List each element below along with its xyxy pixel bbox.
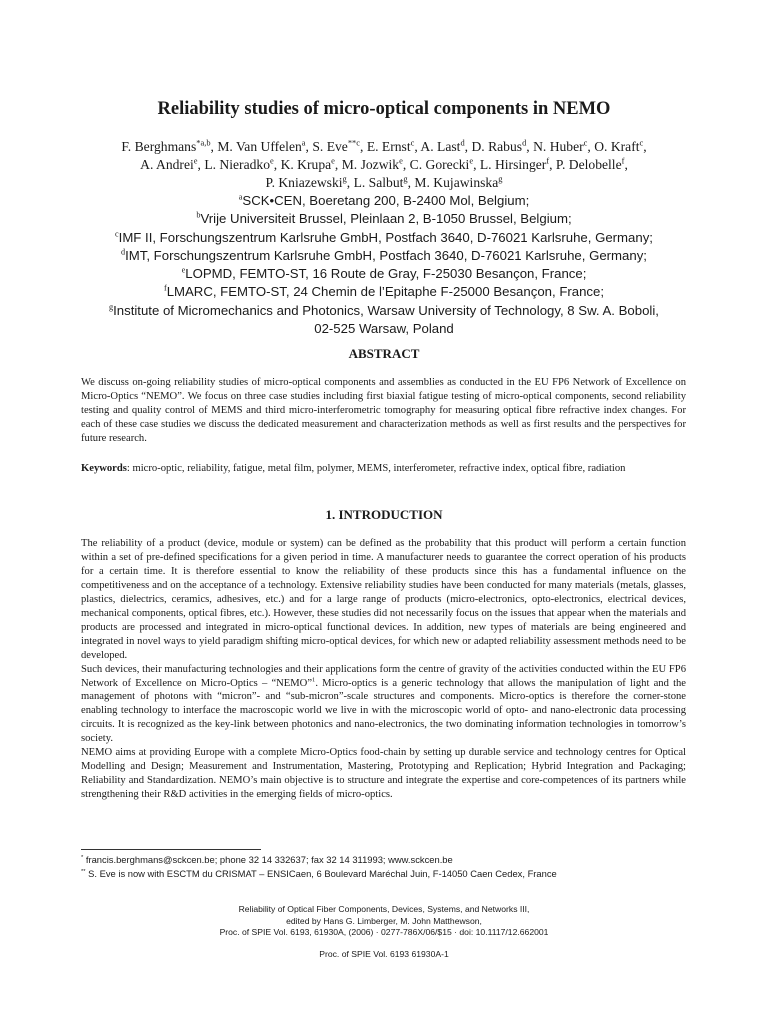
- author-separator: ,: [407, 175, 415, 191]
- affiliation-text: LMARC, FEMTO-ST, 24 Chemin de l’Epitaphe F-25000 Besançon, France;: [166, 284, 605, 300]
- author-affil-marker: e: [193, 155, 198, 166]
- intro-paragraph-2-start: Such devices, their manufacturing technologies and their applications form the centre of gravity of the activities conducted within the EU FP6 Network of Excellence on Micro-Optics – “NEMO”: [81, 663, 686, 689]
- author-affil-marker: f: [546, 155, 550, 166]
- footnote-mark: *: [81, 854, 84, 861]
- author-affil-marker: g: [342, 173, 347, 184]
- author-affil-marker: a: [301, 137, 306, 148]
- citation-line: edited by Hans G. Limberger, M. John Matthewson,: [286, 915, 482, 926]
- author-separator: ,: [402, 157, 410, 173]
- affiliation-marker: c: [115, 229, 119, 239]
- page-identifier: Proc. of SPIE Vol. 6193 61930A-1: [319, 949, 449, 959]
- author-name: K. Krupa: [280, 157, 332, 173]
- author-separator: ,: [273, 157, 281, 173]
- affiliation: [40, 265, 728, 283]
- affiliation-marker: b: [196, 210, 201, 220]
- citation-line: Proc. of SPIE Vol. 6193, 61930A, (2006) · 0277-786X/06/$15 · doi: 10.1117/12.662001: [219, 927, 549, 938]
- abstract-text: We discuss on-going reliability studies of micro-optical components and assemblies as conducted in the EU FP6 Network of Excellence on Micro-Optics “NEMO”. We focus on three case studies including first biaxial fatigue testing of micro-optical components, second reliability testing and quality control of MEMS and third micro-interferometric tomography for measuring optical fibre refractive index changes. For each of these case studies we discuss the dedicated measurement and characterization methods as well as first results and the perspectives for future research.: [81, 377, 686, 444]
- author-name: L. Nieradko: [204, 157, 271, 173]
- affiliation-text: IMT, Forschungszentrum Karlsruhe GmbH, Postfach 3640, D-76021 Karlsruhe, Germany;: [125, 247, 647, 263]
- author-name: A. Last: [420, 139, 461, 154]
- affiliation: [40, 210, 728, 228]
- affiliation-text: IMF II, Forschungszentrum Karlsruhe GmbH, Postfach 3640, D-76021 Karlsruhe, Germany;: [118, 229, 653, 245]
- author-name: N. Huber: [533, 139, 584, 154]
- intro-paragraph-2-end: . Micro-optics is a generic technology that allows the manipulation of light and the management of photons with “micron”- and “sub-micron”-scale structures and components. Micro-optics is therefore the corner-stone enabling technology to interface the macroscopic world we live in with the microscopic world of opto- and nano-electronic data processing circuits. It is recognized as the key-link between photonics and nano-electronics, the two dominating information technologies in tomorrow’s society.: [81, 677, 687, 745]
- author-name: M. Jozwik: [341, 157, 400, 173]
- affiliation: [40, 247, 728, 265]
- author-affil-marker: g: [403, 173, 408, 184]
- keywords-text: : micro-optic, reliability, fatigue, metal film, polymer, MEMS, interferometer, refractive index, optical fibre, radiation: [126, 463, 626, 474]
- intro-paragraph-2: [81, 663, 686, 747]
- author-name: E. Ernst: [366, 139, 411, 154]
- author-separator: ,: [624, 157, 628, 173]
- author-separator: ,: [197, 157, 205, 173]
- author-name: F. Berghmans: [121, 139, 197, 154]
- author-list: [60, 138, 708, 193]
- introduction-body: [81, 537, 686, 802]
- affiliation: [40, 192, 728, 210]
- footnote-text: francis.berghmans@sckcen.be; phone 32 14 332637; fax 32 14 311993; www.sckcen.be: [83, 854, 453, 865]
- author-affil-marker: g: [498, 173, 503, 184]
- author-name: C. Gorecki: [409, 157, 470, 173]
- intro-paragraph-3: NEMO aims at providing Europe with a complete Micro-Optics food-chain by setting up durable service and technology centres for Optical Modelling and Design; Measurement and Instrumentation, Mastering, Prototyping and Replication; Hybrid Integration and Packaging; Reliability and Standardization. NEMO’s main objective is to structure and integrate the expertise and core-competences of its partners while strengthening their R&D activities in the emerging fields of micro-optics.: [81, 747, 686, 801]
- keywords-label: Keywords: [81, 463, 127, 474]
- footnote-text: S. Eve is now with ESCTM du CRISMAT – ENSICaen, 6 Boulevard Maréchal Juin, F-14050 Caen Cedex, France: [85, 868, 557, 879]
- author-affil-marker: e: [270, 155, 274, 166]
- author-name: P. Delobelle: [555, 157, 622, 173]
- author-affil-marker: c: [639, 137, 644, 148]
- keywords: [81, 462, 686, 476]
- footnote-ref-1: 1: [312, 676, 316, 683]
- author-affil-marker: e: [469, 155, 474, 166]
- author-affil-marker: **c: [347, 137, 361, 148]
- author-name: S. Eve: [312, 139, 348, 154]
- author-separator: ,: [334, 157, 342, 173]
- affiliation: [40, 302, 728, 320]
- author-name: M. Kujawinska: [414, 175, 499, 191]
- author-separator: ,: [210, 139, 218, 154]
- affiliation-marker: e: [181, 265, 186, 275]
- affiliation-text: LOPMD, FEMTO-ST, 16 Route de Gray, F-25030 Besançon, France;: [185, 266, 587, 282]
- citation-line: Reliability of Optical Fiber Components, Devices, Systems, and Networks III,: [238, 904, 530, 914]
- author-line: [60, 156, 708, 174]
- author-affil-marker: *a,b: [196, 137, 211, 148]
- affiliation: [40, 320, 728, 338]
- author-affil-marker: e: [399, 155, 403, 166]
- footnote: [81, 867, 686, 881]
- affiliation: [40, 229, 728, 247]
- affiliation-text: Institute of Micromechanics and Photonics, Warsaw University of Technology, 8 Sw. A. Boboli,: [113, 302, 659, 318]
- footnote: [81, 853, 686, 867]
- author-separator: ,: [464, 139, 472, 154]
- introduction-heading: 1. INTRODUCTION: [325, 507, 443, 522]
- citation-block: [0, 904, 768, 939]
- author-name: A. Andrei: [140, 157, 194, 173]
- author-name: P. Kniazewski: [265, 175, 343, 191]
- paper-title: Reliability studies of micro-optical components in NEMO: [157, 99, 611, 119]
- affiliation-marker: d: [121, 247, 126, 257]
- author-separator: ,: [414, 139, 421, 154]
- author-separator: ,: [549, 157, 556, 173]
- abstract-heading: ABSTRACT: [348, 346, 420, 361]
- author-line: [60, 138, 708, 156]
- author-affil-marker: d: [522, 137, 527, 148]
- footnote-list: [81, 853, 686, 881]
- author-separator: ,: [305, 139, 313, 154]
- affiliation: [40, 283, 728, 301]
- author-name: D. Rabus: [471, 139, 523, 154]
- author-separator: ,: [587, 139, 595, 154]
- author-affil-marker: d: [460, 137, 465, 148]
- footnote-divider: [81, 849, 261, 850]
- intro-paragraph-1: The reliability of a product (device, module or system) can be defined as the probability that this product will perform a certain function within a set of pre-defined specifications for a given period in time. A manufacturer needs to guarantee the correct operation of his products for a certain time. It is therefore essential to know the reliability of these products since this has a fundamental influence on the competitiveness and on the acceptance of a technology. Extensive reliability studies have been conducted for many materials (metals, glasses, plastics, dielectrics, ceramics, adhesives, etc.) and for a large range of products (micro-electronics, opto-electronics, electrical devices, mechanical components, optical fibres, etc.). However, these studies did not necessarily focus on the issues that appear when the materials and products are processed and integrated in micro-optical functional devices. In addition, new types of materials are being engineered and integrated in novel ways to yield paradigm shifting micro-optical devices, for which new or adapted reliability assessment methods need to be developed.: [81, 538, 686, 661]
- author-affil-marker: f: [621, 155, 625, 166]
- affiliation-text: Vrije Universiteit Brussel, Pleinlaan 2, B-1050 Brussel, Belgium;: [200, 211, 572, 227]
- affiliation-marker: g: [109, 302, 114, 312]
- author-separator: ,: [346, 175, 354, 191]
- footnote-mark: **: [81, 868, 86, 875]
- author-separator: ,: [360, 139, 367, 154]
- author-name: L. Salbut: [353, 175, 404, 191]
- affiliation-text: SCK•CEN, Boeretang 200, B-2400 Mol, Belgium;: [242, 193, 530, 208]
- author-separator: ,: [643, 139, 647, 154]
- author-separator: ,: [526, 139, 534, 154]
- author-affil-marker: c: [410, 137, 415, 148]
- author-name: L. Hirsinger: [479, 157, 547, 173]
- affiliation-marker: a: [238, 192, 243, 202]
- affiliation-marker: f: [163, 284, 167, 294]
- author-line: [60, 174, 708, 192]
- author-separator: ,: [473, 157, 480, 173]
- author-affil-marker: c: [583, 137, 588, 148]
- author-name: M. Van Uffelen: [217, 139, 302, 154]
- affiliation-list: [40, 192, 728, 338]
- author-affil-marker: e: [331, 155, 335, 166]
- affiliation-text: 02-525 Warsaw, Poland: [314, 321, 454, 337]
- author-name: O. Kraft: [594, 139, 640, 154]
